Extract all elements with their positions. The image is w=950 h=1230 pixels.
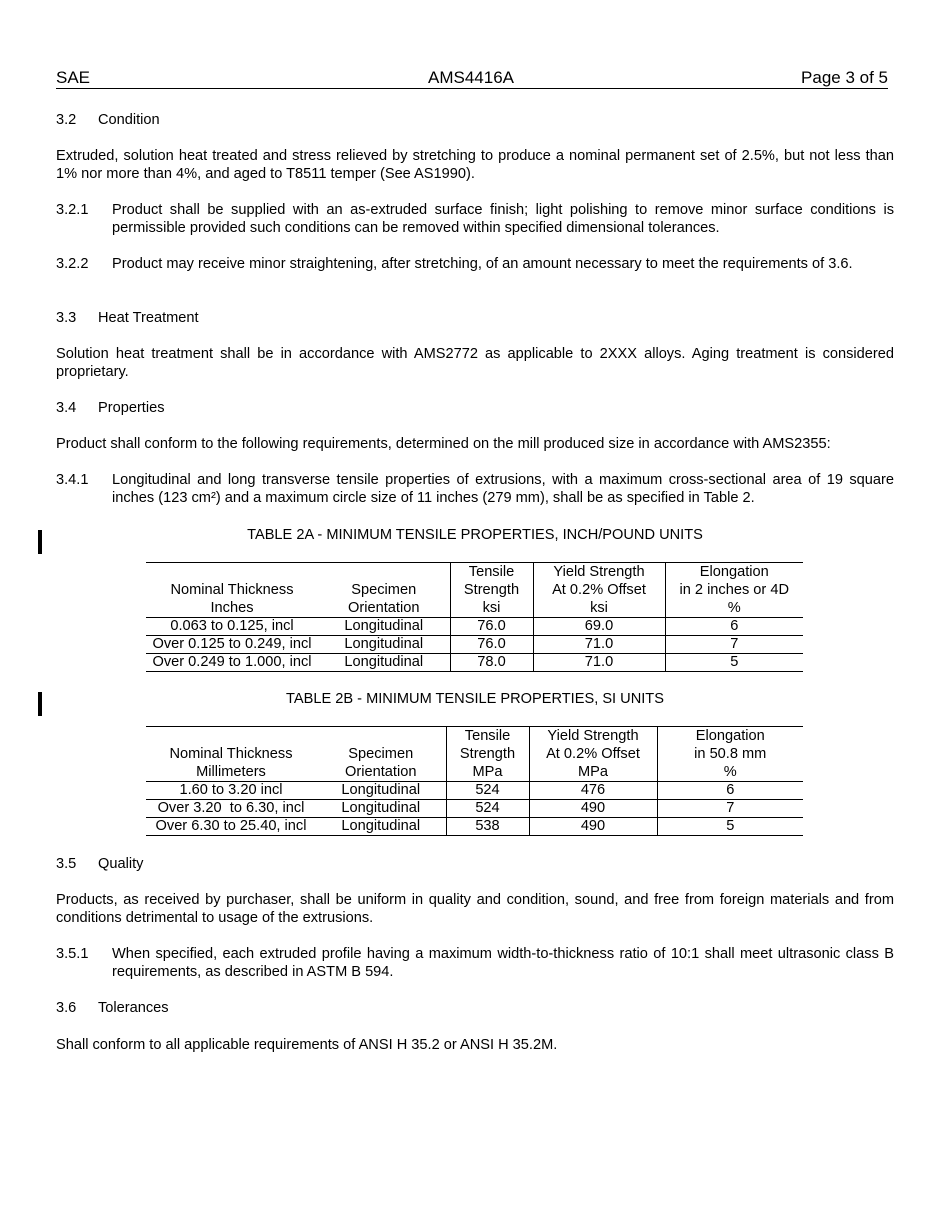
header-doc-number: AMS4416A (428, 68, 514, 87)
cell-tensile-strength: 78.0 (450, 654, 533, 672)
section-3-4-text: Product shall conform to the following requirements, determined on the mill produced size in accordance with AMS2355: (56, 436, 831, 452)
table-2b (146, 726, 803, 836)
cell-elongation: 7 (657, 800, 803, 818)
cell-elongation: 5 (657, 818, 803, 836)
cell-yield-strength: 69.0 (533, 618, 665, 636)
cell-yield-strength: 71.0 (533, 654, 665, 672)
section-text: Product may receive minor straightening, after stretching, of an amount necessary to meet the requirements of 3.6. (112, 256, 853, 272)
section-title: Properties (98, 400, 165, 416)
table-2a-title: TABLE 2A - MINIMUM TENSILE PROPERTIES, INCH/POUND UNITS (247, 527, 703, 543)
table-row (146, 800, 803, 818)
header-org: SAE (56, 68, 91, 87)
section-3-2-2 (56, 255, 894, 273)
cell-specimen-orientation: Longitudinal (316, 818, 446, 836)
section-title: Condition (98, 112, 160, 128)
section-3-6-text: Shall conform to all applicable requirements of ANSI H 35.2 or ANSI H 35.2M. (56, 1037, 558, 1053)
revision-change-bar (38, 530, 42, 554)
col-header-nominal-thickness: Nominal Thickness Inches (146, 563, 318, 618)
col-header-yield-strength: Yield Strength At 0.2% Offset ksi (533, 563, 665, 618)
section-3-4-heading (56, 399, 165, 417)
cell-yield-strength: 476 (529, 782, 657, 800)
section-3-4-1 (56, 471, 894, 507)
section-title: Tolerances (98, 1000, 169, 1016)
cell-elongation: 7 (665, 636, 803, 654)
cell-nominal-thickness: Over 3.20 to 6.30, incl (146, 800, 316, 818)
table-2a (146, 562, 803, 672)
cell-yield-strength: 71.0 (533, 636, 665, 654)
section-number: 3.2 (56, 112, 77, 128)
col-header-nominal-thickness: Nominal Thickness Millimeters (146, 727, 316, 782)
section-text: When specified, each extruded profile having a maximum width-to-thickness ratio of 10:1 shall meet ultrasonic class B requirements, as described in ASTM B 594. (112, 946, 894, 980)
section-number: 3.5.1 (56, 946, 89, 962)
col-header-specimen-orientation: Specimen Orientation (316, 727, 446, 782)
cell-tensile-strength: 524 (446, 782, 529, 800)
cell-yield-strength: 490 (529, 818, 657, 836)
table-2b-title: TABLE 2B - MINIMUM TENSILE PROPERTIES, SI UNITS (286, 691, 664, 707)
page-header (56, 68, 888, 89)
section-number: 3.5 (56, 856, 77, 872)
header-page-number: Page 3 of 5 (801, 68, 888, 87)
section-3-2-text: Extruded, solution heat treated and stress relieved by stretching to produce a nominal permanent set of 2.5%, but not less than 1% nor more than 4%, and aged to T8511 temper (See AS1990). (56, 148, 894, 182)
section-3-3-heading (56, 309, 199, 327)
cell-specimen-orientation: Longitudinal (318, 636, 450, 654)
cell-nominal-thickness: Over 0.125 to 0.249, incl (146, 636, 318, 654)
section-3-5-text: Products, as received by purchaser, shall be uniform in quality and condition, sound, and free from foreign materials and from conditions detrimental to usage of the extrusions. (56, 892, 894, 926)
cell-specimen-orientation: Longitudinal (316, 782, 446, 800)
col-header-yield-strength: Yield Strength At 0.2% Offset MPa (529, 727, 657, 782)
table-row (146, 818, 803, 836)
section-text: Product shall be supplied with an as-extruded surface finish; light polishing to remove minor surface conditions is permissible provided such conditions can be removed within specified dimensional tolerances. (112, 202, 894, 236)
cell-specimen-orientation: Longitudinal (318, 618, 450, 636)
cell-tensile-strength: 538 (446, 818, 529, 836)
col-header-elongation: Elongation in 50.8 mm % (657, 727, 803, 782)
section-number: 3.2.1 (56, 202, 89, 218)
col-header-tensile-strength: Tensile Strength MPa (446, 727, 529, 782)
cell-elongation: 6 (657, 782, 803, 800)
section-3-3-text: Solution heat treatment shall be in accordance with AMS2772 as applicable to 2XXX alloys. Aging treatment is considered proprietary. (56, 346, 894, 380)
cell-elongation: 6 (665, 618, 803, 636)
table-row (146, 636, 803, 654)
cell-nominal-thickness: Over 6.30 to 25.40, incl (146, 818, 316, 836)
table-row (146, 782, 803, 800)
table-header-row (146, 563, 803, 618)
section-3-6-heading (56, 999, 169, 1017)
section-3-5-1 (56, 945, 894, 981)
cell-tensile-strength: 76.0 (450, 636, 533, 654)
cell-specimen-orientation: Longitudinal (318, 654, 450, 672)
cell-nominal-thickness: Over 0.249 to 1.000, incl (146, 654, 318, 672)
revision-change-bar (38, 692, 42, 716)
section-text: Longitudinal and long transverse tensile properties of extrusions, with a maximum cross-sectional area of 19 square inches (123 cm²) and a maximum circle size of 11 inches (279 mm), shall be as specified in Table 2. (112, 472, 894, 506)
cell-specimen-orientation: Longitudinal (316, 800, 446, 818)
table-header-row (146, 727, 803, 782)
cell-tensile-strength: 76.0 (450, 618, 533, 636)
cell-nominal-thickness: 0.063 to 0.125, incl (146, 618, 318, 636)
cell-elongation: 5 (665, 654, 803, 672)
col-header-tensile-strength: Tensile Strength ksi (450, 563, 533, 618)
section-3-5-heading (56, 855, 143, 873)
cell-yield-strength: 490 (529, 800, 657, 818)
cell-nominal-thickness: 1.60 to 3.20 incl (146, 782, 316, 800)
section-title: Quality (98, 856, 144, 872)
table-row (146, 618, 803, 636)
section-title: Heat Treatment (98, 310, 199, 326)
section-3-2-heading (56, 111, 160, 129)
col-header-specimen-orientation: Specimen Orientation (318, 563, 450, 618)
col-header-elongation: Elongation in 2 inches or 4D % (665, 563, 803, 618)
table-row (146, 654, 803, 672)
section-3-2-1 (56, 201, 894, 237)
cell-tensile-strength: 524 (446, 800, 529, 818)
section-number: 3.2.2 (56, 256, 89, 272)
section-number: 3.6 (56, 1000, 77, 1016)
section-number: 3.4.1 (56, 472, 89, 488)
section-number: 3.4 (56, 400, 77, 416)
section-number: 3.3 (56, 310, 77, 326)
